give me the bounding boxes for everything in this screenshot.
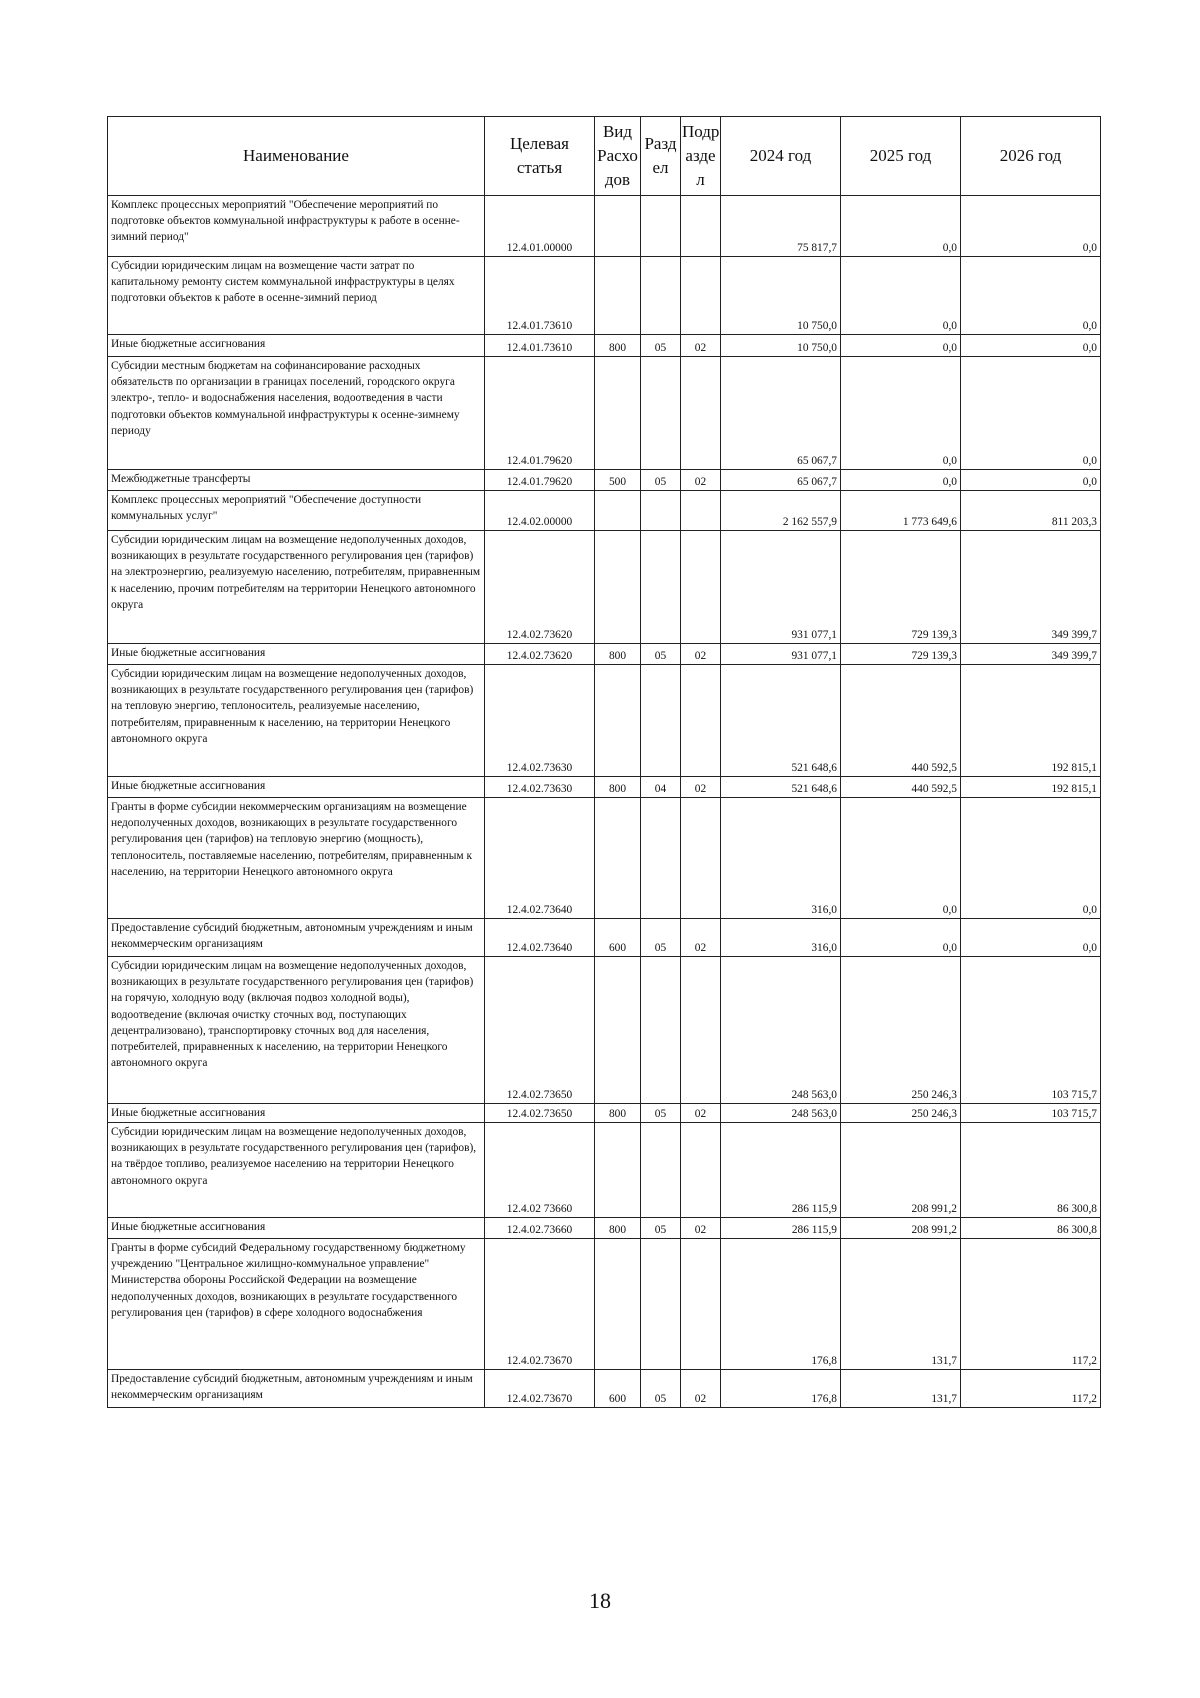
row-target-article: 12.4.02.73630 bbox=[485, 665, 595, 777]
row-section: 05 bbox=[641, 335, 681, 357]
row-amount-2024: 10 750,0 bbox=[721, 257, 841, 335]
table-row bbox=[108, 196, 1101, 257]
row-expense-type bbox=[595, 665, 641, 777]
row-expense-type: 800 bbox=[595, 1218, 641, 1239]
budget-table bbox=[107, 116, 1101, 1408]
row-amount-2026: 0,0 bbox=[961, 919, 1101, 957]
row-amount-2026: 117,2 bbox=[961, 1239, 1101, 1370]
row-amount-2025: 0,0 bbox=[841, 798, 961, 919]
row-target-article: 12.4.02.73620 bbox=[485, 644, 595, 665]
row-subsection bbox=[681, 257, 721, 335]
row-amount-2025: 0,0 bbox=[841, 196, 961, 257]
row-expense-type: 600 bbox=[595, 919, 641, 957]
row-amount-2026: 192 815,1 bbox=[961, 665, 1101, 777]
row-section: 05 bbox=[641, 644, 681, 665]
header-year-2024: 2024 год bbox=[721, 117, 841, 196]
row-amount-2026: 811 203,3 bbox=[961, 491, 1101, 531]
table-row bbox=[108, 257, 1101, 335]
row-section bbox=[641, 357, 681, 470]
row-target-article: 12.4.02.73670 bbox=[485, 1239, 595, 1370]
row-name: Субсидии местным бюджетам на софинансирование расходных обязательств по организации в границах поселений, городского округа электро-, тепло- и водоснабжения населения, водоотведения в части подготовки объектов коммунальной инфраструктуры к осенне-зимнему периоду bbox=[108, 357, 485, 470]
row-amount-2024: 316,0 bbox=[721, 919, 841, 957]
row-name: Субсидии юридическим лицам на возмещение недополученных доходов, возникающих в результате государственного регулирования цен (тарифов) на электроэнергию, реализуемую населению, потребителям, приравненным к населению, прочим потребителям на территории Ненецкого автономного округа bbox=[108, 531, 485, 644]
row-target-article: 12.4.02.73650 bbox=[485, 957, 595, 1104]
row-target-article: 12.4.02.73640 bbox=[485, 798, 595, 919]
table-row bbox=[108, 357, 1101, 470]
row-expense-type bbox=[595, 1123, 641, 1218]
row-amount-2024: 176,8 bbox=[721, 1239, 841, 1370]
row-amount-2025: 250 246,3 bbox=[841, 1104, 961, 1123]
row-amount-2025: 0,0 bbox=[841, 357, 961, 470]
row-target-article: 12.4.02.73620 bbox=[485, 531, 595, 644]
row-amount-2025: 729 139,3 bbox=[841, 531, 961, 644]
row-subsection bbox=[681, 1123, 721, 1218]
row-subsection: 02 bbox=[681, 470, 721, 491]
row-amount-2024: 286 115,9 bbox=[721, 1123, 841, 1218]
page-number: 18 bbox=[589, 1588, 611, 1613]
row-subsection bbox=[681, 665, 721, 777]
table-row bbox=[108, 491, 1101, 531]
table-row bbox=[108, 798, 1101, 919]
row-name: Иные бюджетные ассигнования bbox=[108, 335, 485, 357]
row-amount-2026: 0,0 bbox=[961, 335, 1101, 357]
row-subsection: 02 bbox=[681, 644, 721, 665]
row-amount-2026: 349 399,7 bbox=[961, 531, 1101, 644]
row-expense-type bbox=[595, 196, 641, 257]
row-amount-2025: 729 139,3 bbox=[841, 644, 961, 665]
row-target-article: 12.4.02.73670 bbox=[485, 1370, 595, 1408]
row-name: Комплекс процессных мероприятий "Обеспечение доступности коммунальных услуг" bbox=[108, 491, 485, 531]
table-row bbox=[108, 335, 1101, 357]
row-amount-2026: 103 715,7 bbox=[961, 957, 1101, 1104]
row-section bbox=[641, 1239, 681, 1370]
table-row bbox=[108, 531, 1101, 644]
row-target-article: 12.4.01.79620 bbox=[485, 470, 595, 491]
row-amount-2025: 440 592,5 bbox=[841, 665, 961, 777]
row-target-article: 12.4.02.00000 bbox=[485, 491, 595, 531]
row-amount-2026: 0,0 bbox=[961, 196, 1101, 257]
row-target-article: 12.4.02 73660 bbox=[485, 1123, 595, 1218]
header-subsection: Подр азде л bbox=[681, 117, 721, 196]
row-name: Межбюджетные трансферты bbox=[108, 470, 485, 491]
table-row bbox=[108, 665, 1101, 777]
row-expense-type bbox=[595, 491, 641, 531]
row-subsection bbox=[681, 798, 721, 919]
row-name: Гранты в форме субсидий Федеральному государственному бюджетному учреждению "Центральное жилищно-коммунальное управление" Министерства обороны Российской Федерации на возмещение недополученных доходов, возникающих в результате государственного регулирования цен (тарифов) в сфере холодного водоснабжения bbox=[108, 1239, 485, 1370]
row-amount-2024: 248 563,0 bbox=[721, 957, 841, 1104]
row-section bbox=[641, 1123, 681, 1218]
row-name: Иные бюджетные ассигнования bbox=[108, 777, 485, 798]
row-amount-2024: 316,0 bbox=[721, 798, 841, 919]
row-amount-2026: 0,0 bbox=[961, 470, 1101, 491]
row-name: Иные бюджетные ассигнования bbox=[108, 1218, 485, 1239]
row-amount-2024: 931 077,1 bbox=[721, 644, 841, 665]
header-expense-type: Вид Расхо дов bbox=[595, 117, 641, 196]
row-name: Предоставление субсидий бюджетным, автономным учреждениям и иным некоммерческим организациям bbox=[108, 1370, 485, 1408]
row-amount-2025: 208 991,2 bbox=[841, 1218, 961, 1239]
header-year-2025: 2025 год bbox=[841, 117, 961, 196]
row-amount-2025: 250 246,3 bbox=[841, 957, 961, 1104]
row-subsection: 02 bbox=[681, 919, 721, 957]
row-subsection: 02 bbox=[681, 1104, 721, 1123]
row-subsection bbox=[681, 1239, 721, 1370]
row-target-article: 12.4.02.73660 bbox=[485, 1218, 595, 1239]
row-name: Иные бюджетные ассигнования bbox=[108, 1104, 485, 1123]
row-amount-2026: 192 815,1 bbox=[961, 777, 1101, 798]
row-amount-2025: 1 773 649,6 bbox=[841, 491, 961, 531]
row-subsection: 02 bbox=[681, 777, 721, 798]
row-section: 05 bbox=[641, 919, 681, 957]
row-section: 05 bbox=[641, 470, 681, 491]
row-name: Гранты в форме субсидии некоммерческим организациям на возмещение недополученных доходов, возникающих в результате государственного регулирования цен (тарифов) на тепловую энергию (мощность), теплоноситель, поставляемые населению, потребителям, приравненным к населению, на территории Ненецкого автономного округа bbox=[108, 798, 485, 919]
table-row bbox=[108, 777, 1101, 798]
row-amount-2024: 65 067,7 bbox=[721, 357, 841, 470]
row-expense-type bbox=[595, 531, 641, 644]
row-amount-2024: 75 817,7 bbox=[721, 196, 841, 257]
row-target-article: 12.4.02.73640 bbox=[485, 919, 595, 957]
table-header-row bbox=[108, 117, 1101, 196]
table-row bbox=[108, 1123, 1101, 1218]
row-amount-2026: 86 300,8 bbox=[961, 1218, 1101, 1239]
row-name: Комплекс процессных мероприятий "Обеспечение мероприятий по подготовке объектов коммунальной инфраструктуры к работе в осенне-зимний период" bbox=[108, 196, 485, 257]
table-row bbox=[108, 1104, 1101, 1123]
table-body bbox=[108, 196, 1101, 1408]
row-target-article: 12.4.01.73610 bbox=[485, 335, 595, 357]
header-target-article: Целевая статья bbox=[485, 117, 595, 196]
row-amount-2025: 208 991,2 bbox=[841, 1123, 961, 1218]
row-amount-2024: 176,8 bbox=[721, 1370, 841, 1408]
row-amount-2026: 117,2 bbox=[961, 1370, 1101, 1408]
row-amount-2024: 286 115,9 bbox=[721, 1218, 841, 1239]
row-subsection bbox=[681, 196, 721, 257]
row-expense-type: 600 bbox=[595, 1370, 641, 1408]
table-row bbox=[108, 470, 1101, 491]
row-section: 04 bbox=[641, 777, 681, 798]
row-section: 05 bbox=[641, 1104, 681, 1123]
table-row bbox=[108, 1239, 1101, 1370]
table-row bbox=[108, 644, 1101, 665]
table-row bbox=[108, 957, 1101, 1104]
row-subsection bbox=[681, 531, 721, 644]
row-name: Предоставление субсидий бюджетным, автономным учреждениям и иным некоммерческим организациям bbox=[108, 919, 485, 957]
row-expense-type bbox=[595, 357, 641, 470]
row-expense-type bbox=[595, 957, 641, 1104]
table-row bbox=[108, 919, 1101, 957]
row-amount-2025: 131,7 bbox=[841, 1370, 961, 1408]
row-section bbox=[641, 531, 681, 644]
row-amount-2025: 0,0 bbox=[841, 257, 961, 335]
row-name: Субсидии юридическим лицам на возмещение недополученных доходов, возникающих в результате государственного регулирования цен (тарифов), на твёрдое топливо, реализуемое населению на территории Ненецкого автономного округа bbox=[108, 1123, 485, 1218]
row-expense-type: 800 bbox=[595, 644, 641, 665]
row-section bbox=[641, 665, 681, 777]
row-amount-2024: 521 648,6 bbox=[721, 777, 841, 798]
row-section bbox=[641, 957, 681, 1104]
table-row bbox=[108, 1370, 1101, 1408]
row-section bbox=[641, 196, 681, 257]
row-target-article: 12.4.01.79620 bbox=[485, 357, 595, 470]
budget-document bbox=[107, 116, 1100, 1408]
row-amount-2026: 86 300,8 bbox=[961, 1123, 1101, 1218]
row-amount-2025: 131,7 bbox=[841, 1239, 961, 1370]
header-section: Разд ел bbox=[641, 117, 681, 196]
row-section: 05 bbox=[641, 1218, 681, 1239]
row-name: Субсидии юридическим лицам на возмещение недополученных доходов, возникающих в результате государственного регулирования цен (тарифов) на горячую, холодную воду (включая подвоз холодной воды), водоотведение (включая очистку сточных вод, поступающих децентрализовано), транспортировку сточных вод для населения, потребителей, приравненных к населению, на территории Ненецкого автономного округа bbox=[108, 957, 485, 1104]
row-amount-2025: 0,0 bbox=[841, 919, 961, 957]
row-target-article: 12.4.02.73650 bbox=[485, 1104, 595, 1123]
row-subsection bbox=[681, 357, 721, 470]
row-subsection: 02 bbox=[681, 335, 721, 357]
row-name: Субсидии юридическим лицам на возмещение недополученных доходов, возникающих в результате государственного регулирования цен (тарифов) на тепловую энергию, теплоноситель, реализуемые населению, потребителям, приравненным к населению, на территории Ненецкого автономного округа bbox=[108, 665, 485, 777]
row-section bbox=[641, 257, 681, 335]
row-amount-2024: 65 067,7 bbox=[721, 470, 841, 491]
row-amount-2026: 0,0 bbox=[961, 798, 1101, 919]
row-amount-2024: 521 648,6 bbox=[721, 665, 841, 777]
row-name: Иные бюджетные ассигнования bbox=[108, 644, 485, 665]
table-row bbox=[108, 1218, 1101, 1239]
row-target-article: 12.4.02.73630 bbox=[485, 777, 595, 798]
row-amount-2025: 440 592,5 bbox=[841, 777, 961, 798]
row-target-article: 12.4.01.00000 bbox=[485, 196, 595, 257]
row-amount-2024: 2 162 557,9 bbox=[721, 491, 841, 531]
row-section bbox=[641, 491, 681, 531]
row-expense-type: 800 bbox=[595, 777, 641, 798]
row-expense-type bbox=[595, 257, 641, 335]
row-amount-2026: 0,0 bbox=[961, 257, 1101, 335]
row-subsection: 02 bbox=[681, 1218, 721, 1239]
row-subsection bbox=[681, 491, 721, 531]
row-expense-type: 800 bbox=[595, 1104, 641, 1123]
row-target-article: 12.4.01.73610 bbox=[485, 257, 595, 335]
row-amount-2026: 349 399,7 bbox=[961, 644, 1101, 665]
row-amount-2024: 931 077,1 bbox=[721, 531, 841, 644]
row-subsection: 02 bbox=[681, 1370, 721, 1408]
row-expense-type: 500 bbox=[595, 470, 641, 491]
row-section bbox=[641, 798, 681, 919]
row-amount-2024: 10 750,0 bbox=[721, 335, 841, 357]
row-amount-2025: 0,0 bbox=[841, 470, 961, 491]
row-amount-2026: 0,0 bbox=[961, 357, 1101, 470]
row-amount-2026: 103 715,7 bbox=[961, 1104, 1101, 1123]
row-expense-type bbox=[595, 1239, 641, 1370]
header-year-2026: 2026 год bbox=[961, 117, 1101, 196]
row-amount-2024: 248 563,0 bbox=[721, 1104, 841, 1123]
header-name: Наименование bbox=[108, 117, 485, 196]
row-section: 05 bbox=[641, 1370, 681, 1408]
row-expense-type: 800 bbox=[595, 335, 641, 357]
row-expense-type bbox=[595, 798, 641, 919]
row-name: Субсидии юридическим лицам на возмещение части затрат по капитальному ремонту систем коммунальной инфраструктуры в целях подготовки объектов к работе в осенне-зимний период bbox=[108, 257, 485, 335]
row-amount-2025: 0,0 bbox=[841, 335, 961, 357]
row-subsection bbox=[681, 957, 721, 1104]
